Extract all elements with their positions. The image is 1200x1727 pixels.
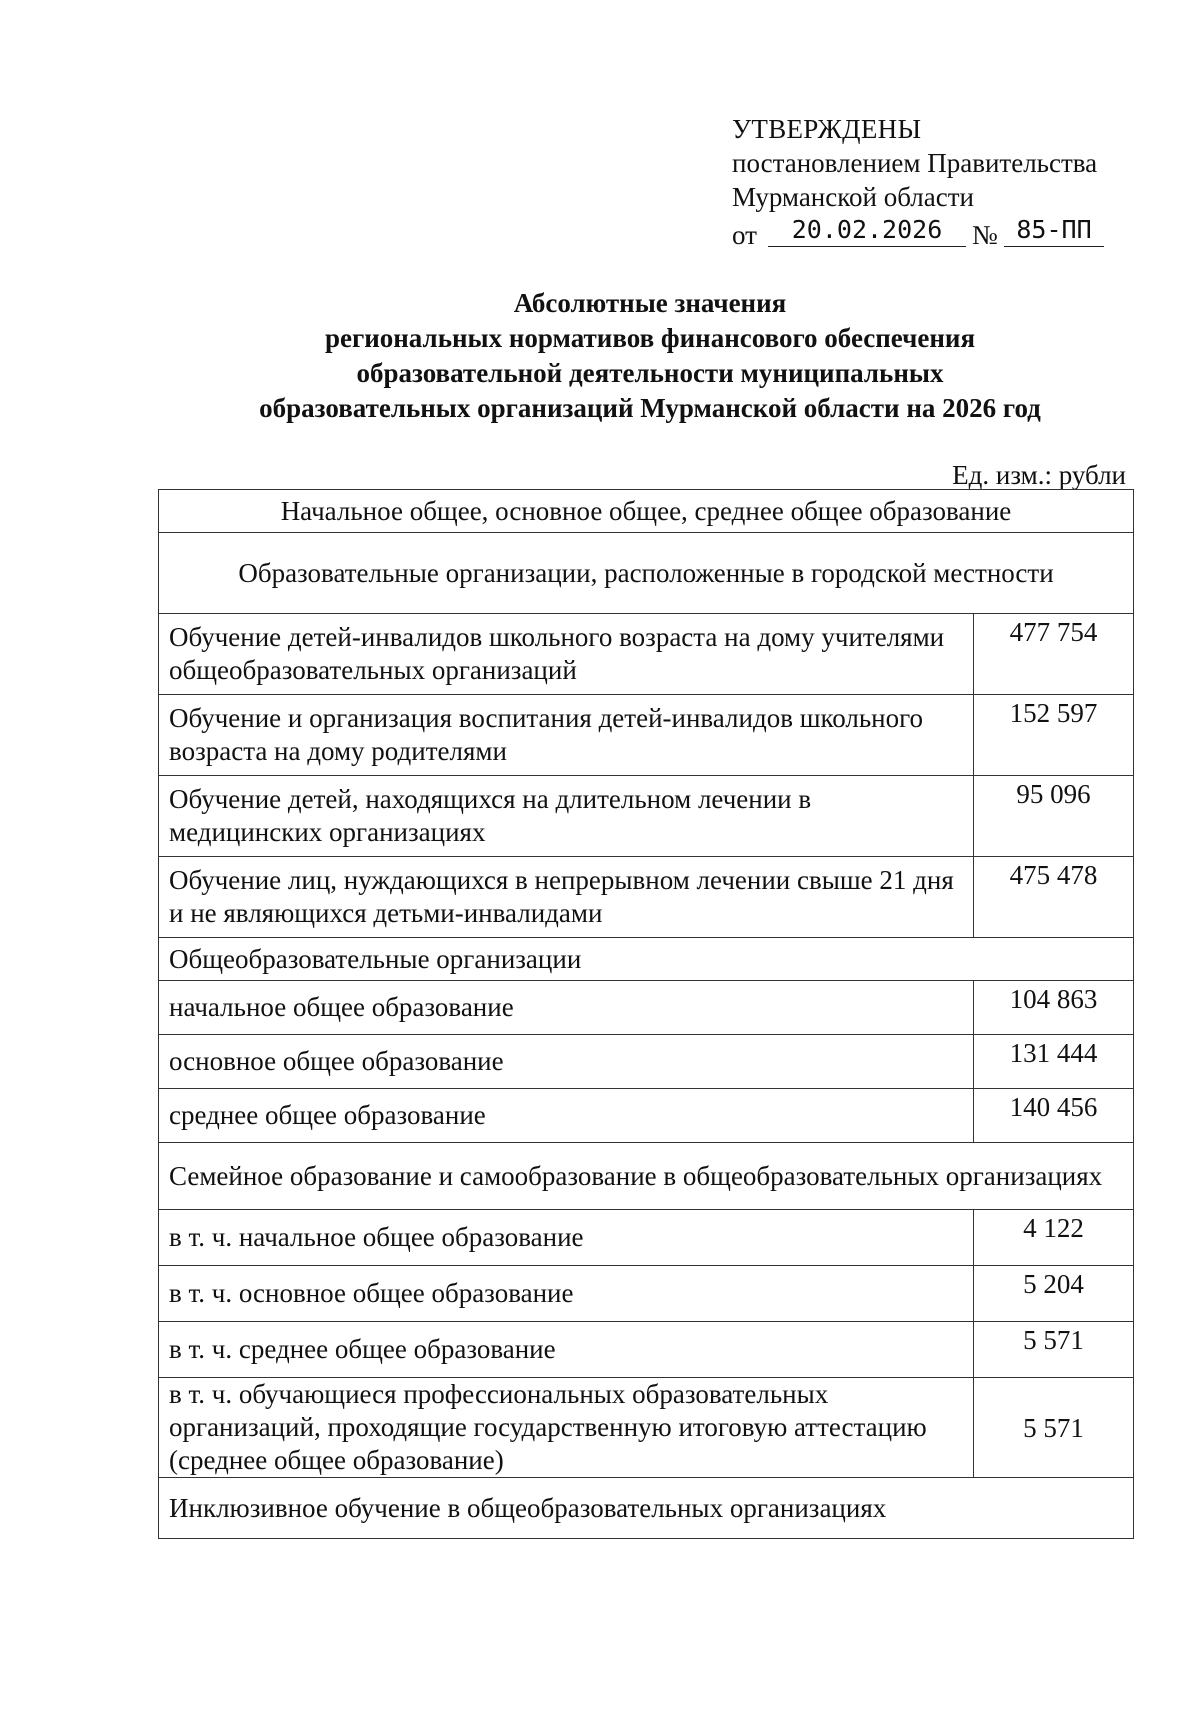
table-row [159, 1266, 1134, 1322]
row-value: 5 204 [973, 1266, 1133, 1322]
title-line-4: образовательных организаций Мурманской области на 2026 год [259, 393, 1041, 423]
date-prefix: от [732, 220, 757, 250]
row-value: 477 754 [973, 614, 1133, 695]
row-label: в т. ч. обучающиеся профессиональных образовательных организаций, проходящие государственную итоговую аттестацию (среднее общее образование) [159, 1378, 974, 1478]
row-value: 104 863 [973, 981, 1133, 1035]
row-label: среднее общее образование [159, 1089, 974, 1143]
document-title [120, 286, 1180, 426]
section-row [159, 1143, 1134, 1210]
row-label: в т. ч. начальное общее образование [159, 1210, 974, 1266]
approval-line-1: постановлением Правительства [732, 148, 1098, 178]
table-row [159, 981, 1134, 1035]
approval-stamp [732, 112, 1172, 254]
norms-table [158, 489, 1134, 1539]
section-row [159, 1478, 1134, 1539]
approval-line-2: Мурманской области [732, 182, 974, 212]
row-label: Обучение и организация воспитания детей-инвалидов школьного возраста на дому родителями [159, 695, 974, 776]
title-line-2: региональных нормативов финансового обеспечения [324, 323, 976, 353]
table-row [159, 1210, 1134, 1266]
approval-date-line [732, 214, 1172, 254]
table-header-row [159, 533, 1134, 614]
row-label: начальное общее образование [159, 981, 974, 1035]
table-row [159, 614, 1134, 695]
row-label: Обучение детей, находящихся на длительном лечении в медицинских организациях [159, 776, 974, 857]
row-value: 95 096 [973, 776, 1133, 857]
row-value: 5 571 [973, 1322, 1133, 1378]
section-row [159, 938, 1134, 981]
title-line-3: образовательной деятельности муниципальных [356, 358, 944, 388]
table-row [159, 1035, 1134, 1089]
approval-date: 20.02.2026 [768, 214, 966, 247]
table-row [159, 776, 1134, 857]
row-value: 140 456 [973, 1089, 1133, 1143]
table-row [159, 1089, 1134, 1143]
row-value: 4 122 [973, 1210, 1133, 1266]
row-value: 5 571 [973, 1378, 1133, 1478]
row-value: 152 597 [973, 695, 1133, 776]
table-row [159, 1322, 1134, 1378]
section-inclusive-education: Инклюзивное обучение в общеобразовательных организациях [159, 1478, 1134, 1539]
table-header-education-levels: Начальное общее, основное общее, среднее общее образование [159, 490, 1134, 533]
approval-heading: УТВЕРЖДЕНЫ [732, 114, 922, 144]
table-row [159, 857, 1134, 938]
number-sign: № [972, 220, 998, 250]
section-family-education: Семейное образование и самообразование в общеобразовательных организациях [159, 1143, 1134, 1210]
table-header-row [159, 490, 1134, 533]
section-general-education: Общеобразовательные организации [159, 938, 1134, 981]
row-label: основное общее образование [159, 1035, 974, 1089]
row-label: Обучение детей-инвалидов школьного возраста на дому учителями общеобразовательных организаций [159, 614, 974, 695]
approval-number: 85-ПП [1004, 214, 1104, 247]
row-label: Обучение лиц, нуждающихся в непрерывном лечении свыше 21 дня и не являющихся детьми-инвалидами [159, 857, 974, 938]
row-label: в т. ч. основное общее образование [159, 1266, 974, 1322]
unit-of-measure: Ед. изм.: рубли [952, 460, 1126, 490]
row-value: 475 478 [973, 857, 1133, 938]
table-header-urban-organizations: Образовательные организации, расположенные в городской местности [159, 533, 1134, 614]
row-value: 131 444 [973, 1035, 1133, 1089]
title-line-1: Абсолютные значения [513, 288, 787, 318]
table-row [159, 695, 1134, 776]
table-row [159, 1378, 1134, 1478]
row-label: в т. ч. среднее общее образование [159, 1322, 974, 1378]
